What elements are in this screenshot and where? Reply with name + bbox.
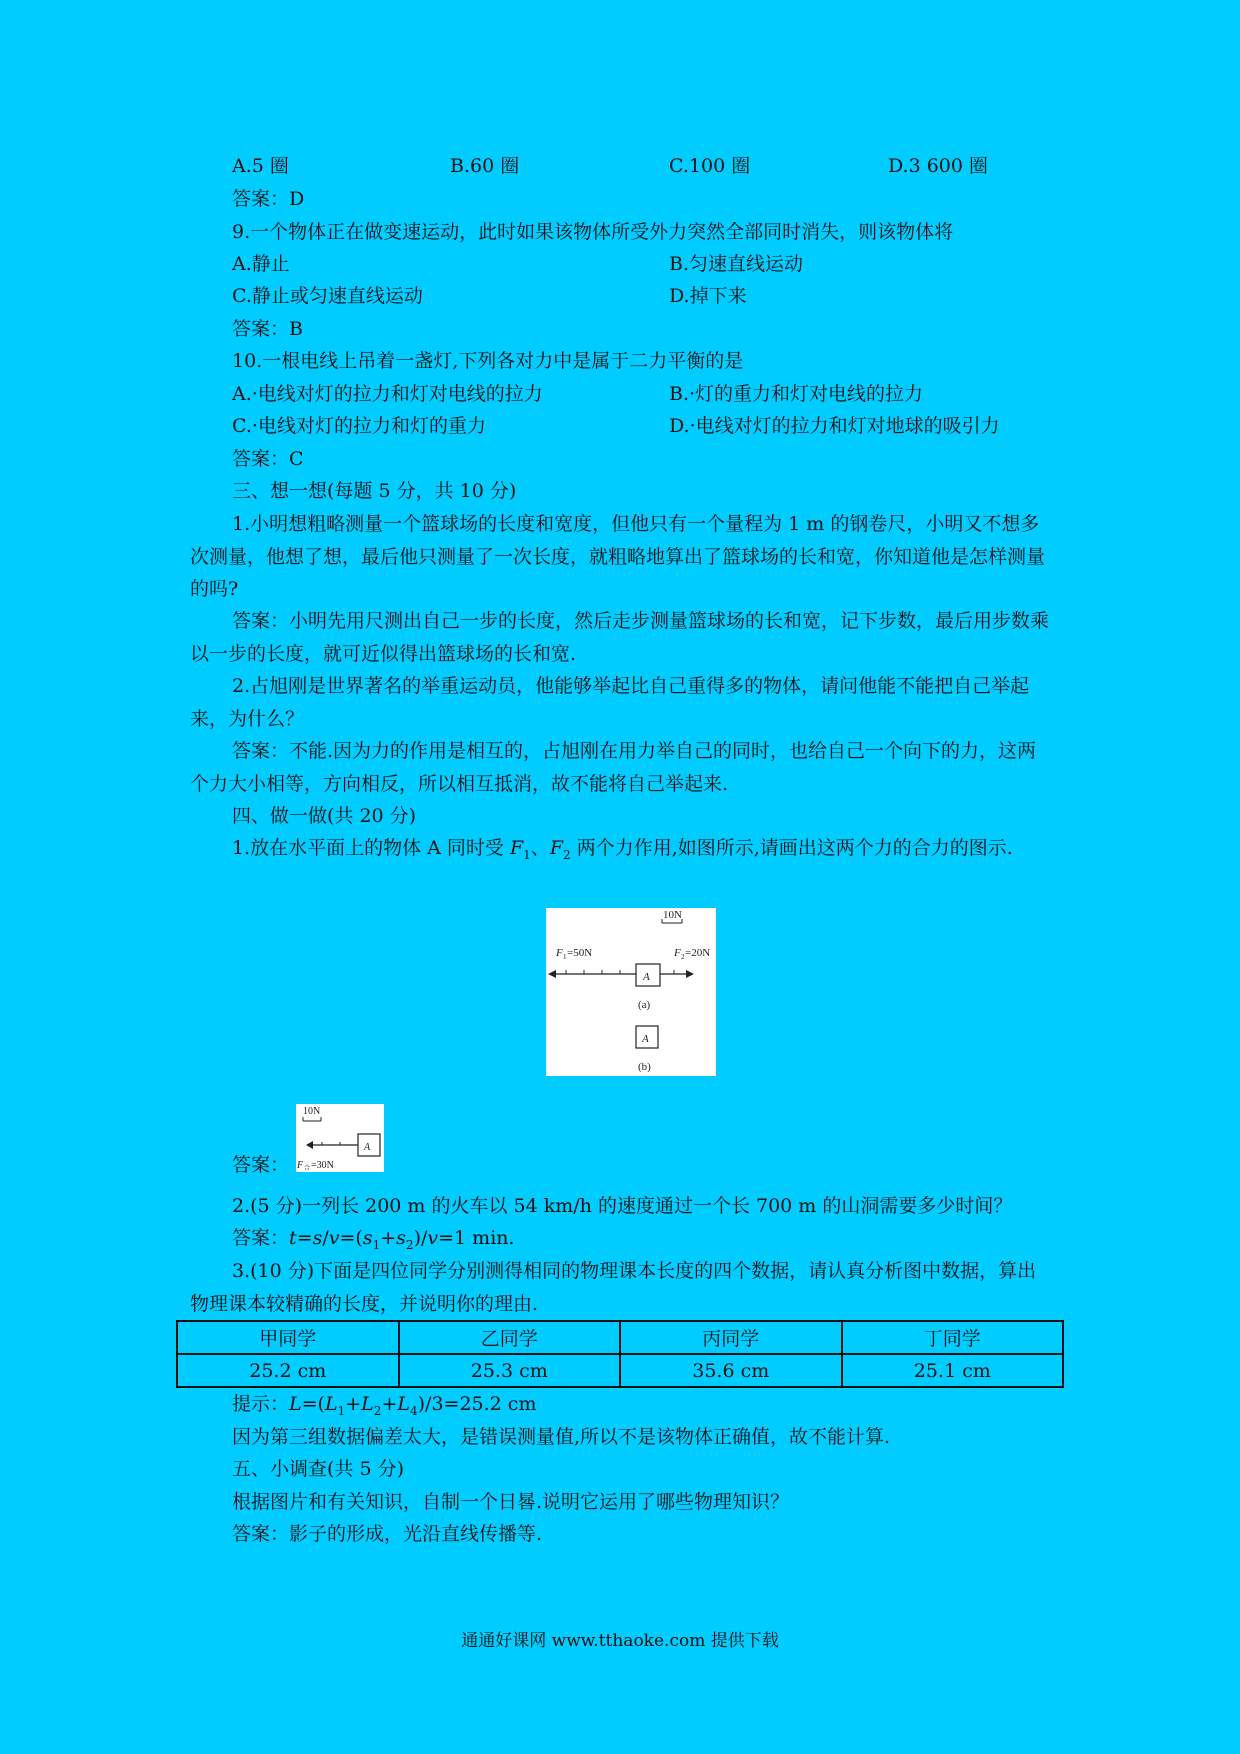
section4-question-1: 1.放在水平面上的物体 A 同时受 $F_1$、$F_2$ 两个力作用,如图所示,请画出这两个力的合力的图示. — [232, 837, 1013, 862]
section5-answer: 答案：影子的形成，光沿直线传播等. — [232, 1523, 543, 1545]
section5-title: 五、小调查(共 5 分) — [232, 1458, 404, 1480]
section4-hint: 提示：$L=(L_1+L_2+L_4)/3=25.2$ cm — [232, 1393, 537, 1418]
q8-answer: 答案：D — [232, 188, 305, 210]
answer-force-svg — [296, 1104, 384, 1172]
q10-answer: 答案：C — [232, 448, 304, 470]
object-a-label: A — [643, 971, 650, 983]
resultant-arrowhead — [306, 1141, 313, 1149]
resultant-subscript: 合 — [304, 1166, 311, 1172]
q10-stem: 10.一根电线上吊着一盏灯,下列各对力中是属于二力平衡的是 — [232, 350, 744, 372]
f1-symbol: F — [556, 947, 563, 959]
table-header-cell: 丁同学 — [842, 1321, 1064, 1354]
q8-option-d: D.3 600 圈 — [888, 155, 989, 177]
resultant-symbol: F — [297, 1160, 304, 1171]
q9-answer: 答案：B — [232, 318, 303, 340]
section4-question-2: 2.(5 分)一列长 200 m 的火车以 54 km/h 的速度通过一个长 700 m 的山洞需要多少时间？ — [232, 1195, 1013, 1217]
f1-subscript: 1 — [563, 953, 567, 961]
table-header-cell: 甲同学 — [177, 1321, 399, 1354]
f1-arrowhead — [548, 970, 556, 978]
q9-stem: 9.一个物体正在做变速运动，此时如果该物体所受外力突然全部同时消失，则该物体将 — [232, 221, 954, 243]
f1-value: =50N — [567, 947, 593, 959]
section4-title: 四、做一做(共 20 分) — [232, 805, 417, 827]
section3-answer-2: 答案：不能.因为力的作用是相互的，占旭刚在用力举自己的同时，也给自己一个向下的力，这两个力大小相等，方向相反，所以相互抵消，故不能将自己举起来. — [190, 740, 1037, 795]
section4-answer-1-label: 答案： — [232, 1154, 290, 1176]
section4-reason: 因为第三组数据偏差太大，是错误测量值,所以不是该物体正确值，故不能计算. — [232, 1426, 891, 1448]
section3-answer-1: 答案：小明先用尺测出自己一步的长度，然后走步测量篮球场的长和宽，记下步数，最后用步数乘以一步的长度，就可近似得出篮球场的长和宽. — [190, 610, 1050, 665]
q9-option-b: B.匀速直线运动 — [669, 253, 804, 275]
q9-option-c: C.静止或匀速直线运动 — [232, 285, 423, 307]
section4-answer-2: 答案：$t=s/v=(s_1+s_2)/v=1$ min. — [232, 1227, 515, 1252]
section3-question-1: 1.小明想粗略测量一个篮球场的长度和宽度，但他只有一个量程为 1 m 的钢卷尺，小明又不想多次测量，他想了想，最后他只测量了一次长度，就粗略地算出了篮球场的长和宽，你知道他是怎样测量的吗? — [190, 513, 1046, 600]
section5-question: 根据图片和有关知识，自制一个日晷.说明它运用了哪些物理知识？ — [232, 1491, 790, 1513]
q8-option-a: A.5 圈 — [232, 155, 289, 177]
table-header-row — [177, 1321, 1063, 1354]
table-cell: 25.1 cm — [842, 1354, 1064, 1387]
q9-option-a: A.静止 — [232, 253, 290, 275]
q10-option-b: B.·灯的重力和灯对电线的拉力 — [669, 383, 924, 405]
table-header-cell: 丙同学 — [620, 1321, 842, 1354]
f2-subscript: 2 — [681, 953, 685, 961]
resultant-value: =30N — [311, 1160, 334, 1171]
section4-question-3: 3.(10 分)下面是四位同学分别测得相同的物理课本长度的四个数据，请认真分析图中数据，算出物理课本较精确的长度，并说明你的理由. — [190, 1260, 1037, 1315]
table-header-cell: 乙同学 — [399, 1321, 621, 1354]
q8-option-c: C.100 圈 — [669, 155, 751, 177]
caption-b: (b) — [638, 1061, 651, 1073]
scale-label: 10N — [663, 909, 682, 921]
force-diagram-figure — [546, 908, 716, 1076]
section3-title: 三、想一想(每题 5 分，共 10 分) — [232, 480, 517, 502]
q8-option-b: B.60 圈 — [450, 155, 520, 177]
q9-option-d: D.掉下来 — [669, 285, 747, 307]
answer-force-figure — [296, 1104, 384, 1172]
q10-option-d: D.·电线对灯的拉力和灯对地球的吸引力 — [669, 415, 1000, 437]
section3-question-2: 2.占旭刚是世界著名的举重运动员，他能够举起比自己重得多的物体，请问他能不能把自己举起来，为什么？ — [190, 675, 1030, 730]
table-row — [177, 1354, 1063, 1387]
table-cell: 25.2 cm — [177, 1354, 399, 1387]
f2-symbol: F — [674, 947, 681, 959]
measurement-table — [176, 1320, 1064, 1388]
q10-option-a: A.·电线对灯的拉力和灯对电线的拉力 — [232, 383, 543, 405]
f2-arrowhead — [686, 970, 694, 978]
force-diagram-svg — [546, 908, 716, 1076]
object-a-label-b: A — [642, 1033, 649, 1045]
page-footer: 通通好课网 www.tthaoke.com 提供下载 — [461, 1631, 779, 1651]
answer-object-a-label: A — [364, 1142, 371, 1153]
f2-value: =20N — [685, 947, 711, 959]
table-cell: 35.6 cm — [620, 1354, 842, 1387]
q10-option-c: C.·电线对灯的拉力和灯的重力 — [232, 415, 486, 437]
answer-scale-label: 10N — [303, 1106, 321, 1117]
caption-a: (a) — [638, 999, 651, 1011]
table-cell: 25.3 cm — [399, 1354, 621, 1387]
